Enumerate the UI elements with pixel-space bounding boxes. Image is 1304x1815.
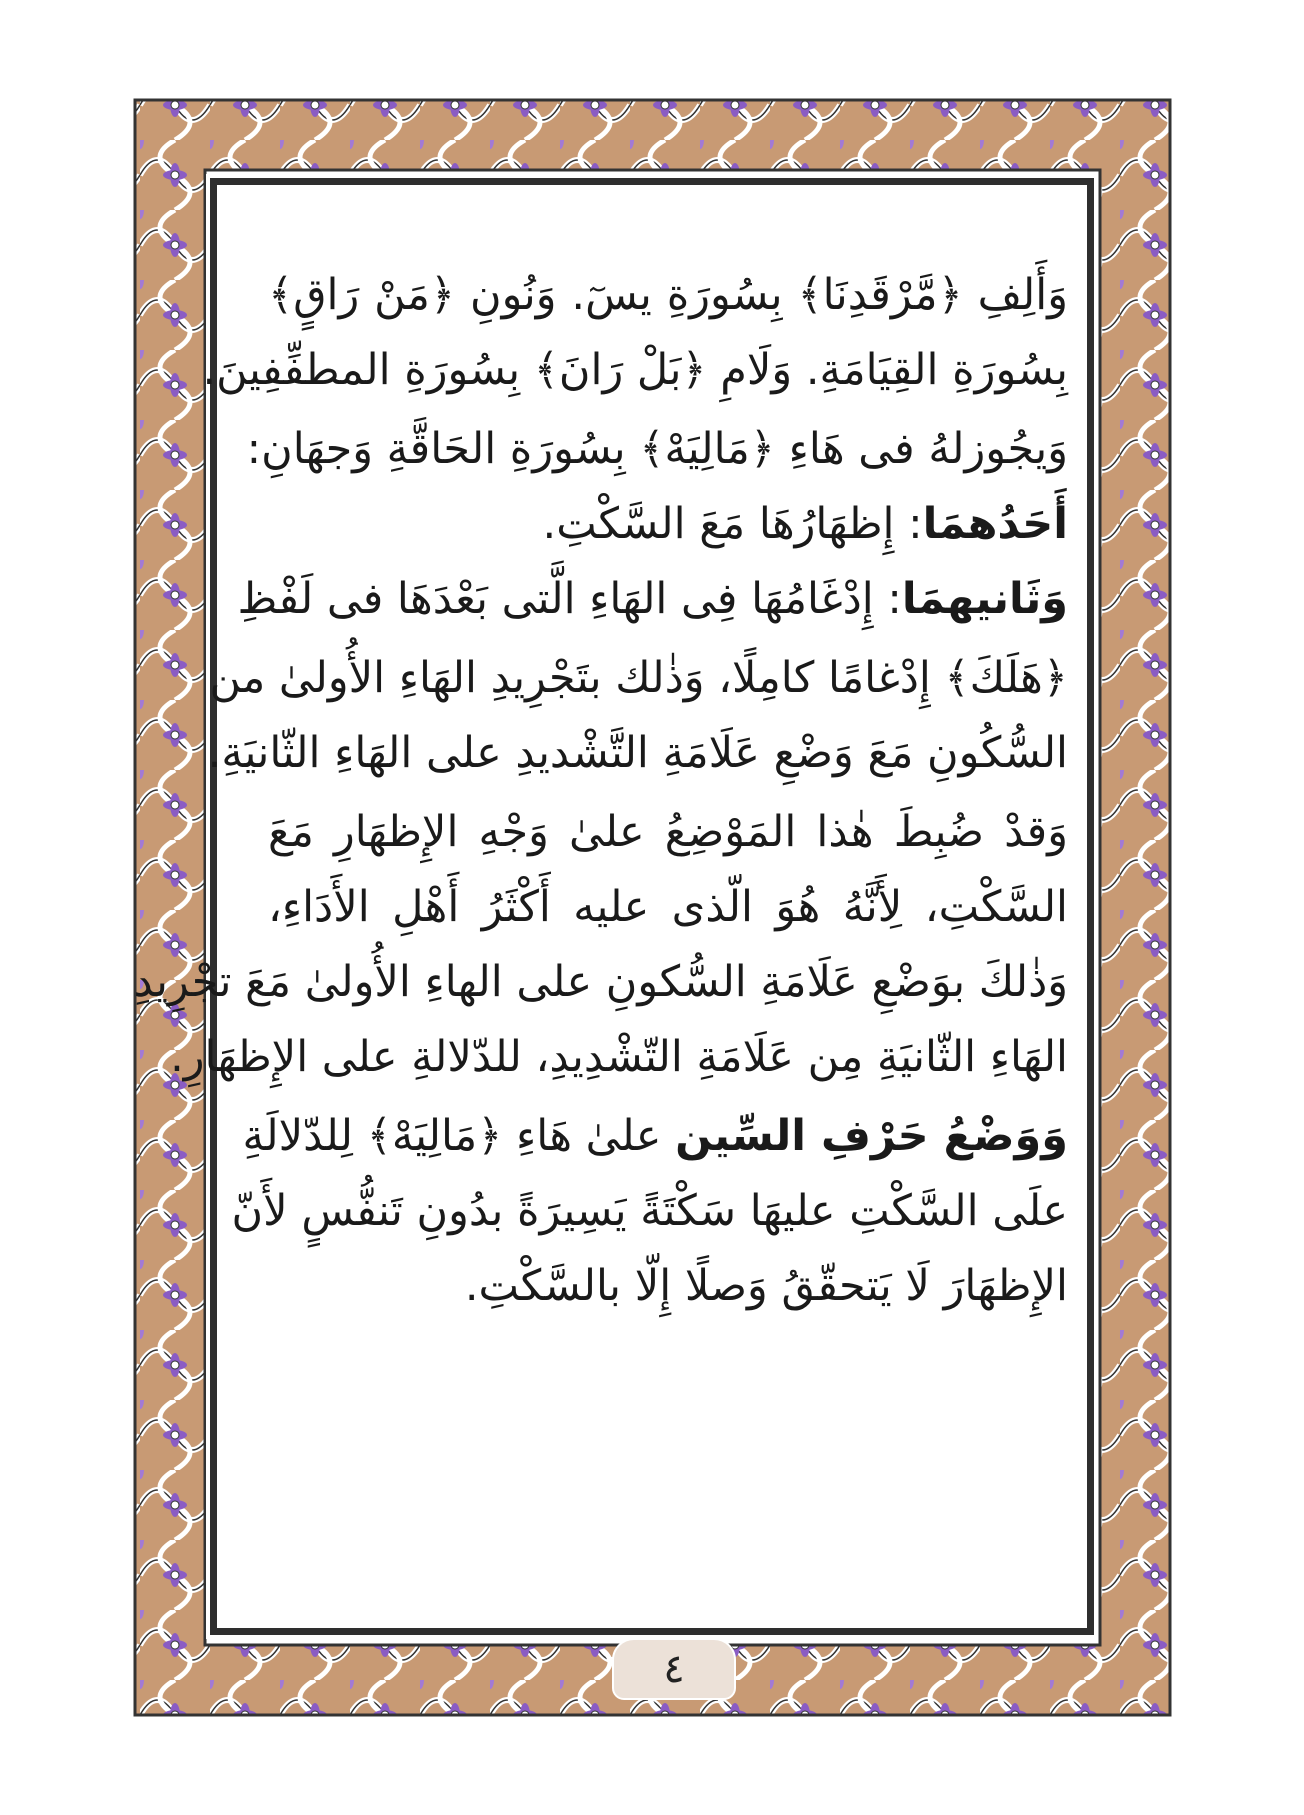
text-line-rest: : إِظهَارُهَا مَعَ السَّكْتِ. (542, 499, 923, 549)
bold-term: وَثَانيهمَا (901, 574, 1068, 624)
text-line: السَّكْتِ، لِأَنَّهُ هُوَ الّذى عليه أَكْثَرُ أَهْلِ الأَدَاءِ، (268, 882, 1068, 932)
text-line-rest: : إِدْغَامُهَا فِى الهَاءِ الَّتى بَعْدَهَا فى لَفْظِ (237, 574, 902, 624)
text-line: وَأَلِفِ ﴿مَّرْقَدِنَا﴾ بِسُورَةِ يسٓ. وَنُونِ ﴿مَنْ رَاقٍ﴾ (268, 270, 1068, 320)
text-line: ﴿هَلَكَ﴾ إِدْغامًا كامِلًا، وَذٰلك بتَجْرِيدِ الهَاءِ الأُولىٰ من (209, 653, 1068, 703)
text-line: الهَاءِ الثّانيَةِ مِن عَلَامَةِ التّشْدِيدِ، للدّلالةِ على الإِظهَارِ. (170, 1032, 1068, 1082)
page-body (133, 258, 1068, 1324)
text-line (237, 562, 1068, 637)
text-line: بِسُورَةِ القِيَامَةِ. وَلَامِ ﴿بَلْ رَانَ﴾ بِسُورَةِ المطفِّفِينَ. (202, 345, 1068, 395)
text-line: السُّكُونِ مَعَ وَضْعِ عَلَامَةِ التَّشْديدِ على الهَاءِ الثّانيَةِ. (207, 728, 1068, 778)
text-line-rest: علىٰ هَاءِ ﴿مَالِيَهْ﴾ لِلدّلالَةِ (242, 1111, 676, 1161)
text-line: علَى السَّكْتِ عليهَا سَكْتَةً يَسِيرَةً بدُونِ تَنفُّسٍ لأَنّ (231, 1186, 1068, 1236)
bold-term: أَحَدُهمَا (922, 499, 1068, 549)
text-line (268, 487, 1068, 562)
text-line: وَقدْ ضُبِطَ هٰذا المَوْضِعُ علىٰ وَجْهِ الإِظهَارِ مَعَ (268, 807, 1068, 857)
text-line (242, 1099, 1068, 1174)
bold-term: وَوَضْعُ حَرْفِ السِّين (675, 1111, 1068, 1161)
text-line: وَيجُوزلهُ فى هَاءِ ﴿مَالِيَهْ﴾ بِسُورَةِ الحَاقَّةِ وَجهَانِ: (246, 424, 1068, 474)
page-number: ٤ (612, 1638, 736, 1700)
text-line: وَذٰلكَ بوَضْعِ عَلَامَةِ السُّكونِ على الهاءِ الأُولىٰ مَعَ تجْرِيدِ (133, 957, 1068, 1007)
text-line: الإِظهَارَ لَا يَتحقّقُ وَصلًا إِلّا بالسَّكْتِ. (464, 1261, 1068, 1311)
